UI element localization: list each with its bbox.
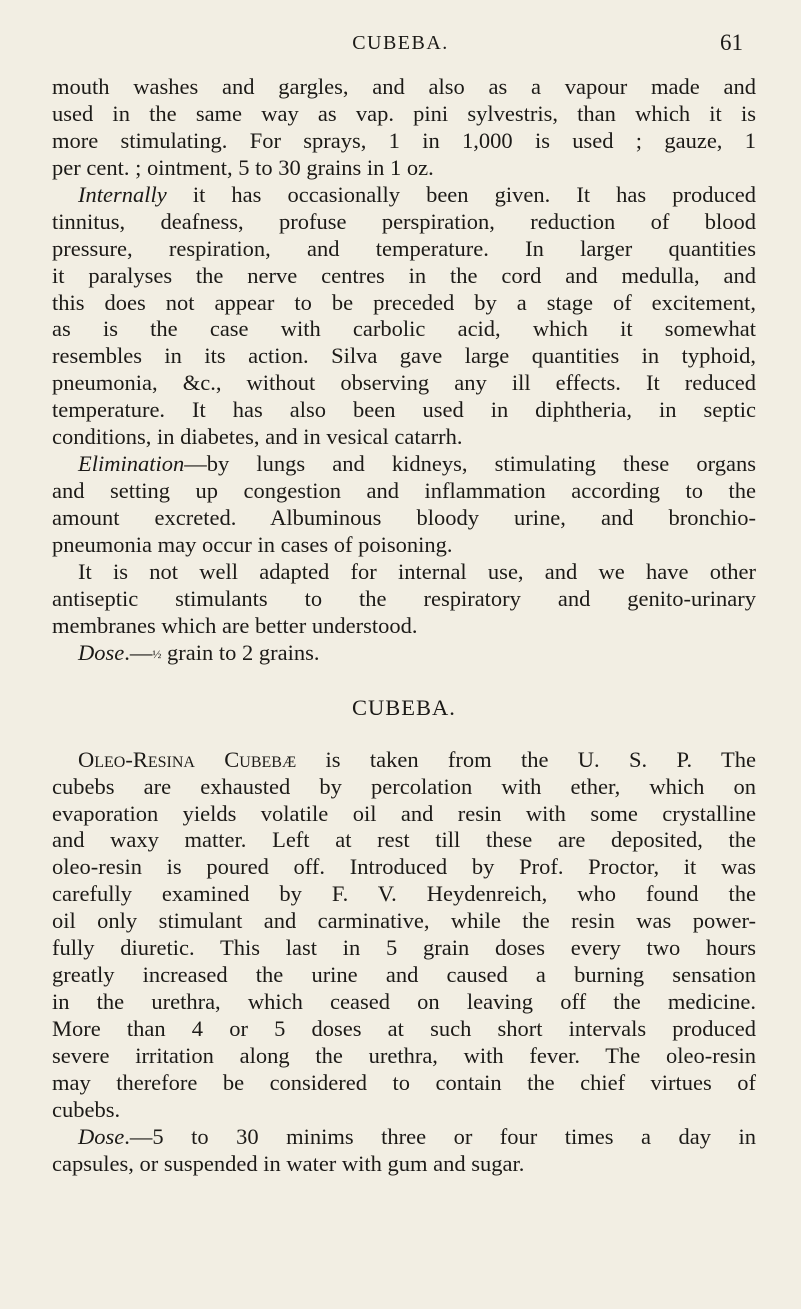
text-line: antiseptic stimulants to the respiratory and genito-urinary [52, 585, 756, 611]
dose2-term: Dose [78, 1123, 125, 1149]
elimination-text: —by lungs and kidneys, stimulating these organs [184, 451, 756, 477]
text-line-elimination [52, 451, 756, 478]
text-line: used in the same way as vap. pini sylvestris, than which it is [52, 100, 756, 126]
text-line: pressure, respiration, and temperature. In larger quantities [52, 235, 756, 261]
dose-text: grain to 2 grains. [161, 639, 320, 665]
text-line: tinnitus, deafness, profuse perspiration, reduction of blood [52, 208, 756, 234]
internally-text: it has occasionally been given. It has produced [166, 181, 756, 207]
internally-term: Internally [78, 181, 167, 207]
text-line: oil only stimulant and carminative, while the resin was power- [52, 908, 756, 934]
text-line-internally [52, 182, 756, 209]
text-line: per cent. ; ointment, 5 to 30 grains in 1 oz. [52, 154, 434, 180]
dose-dash: .— [124, 639, 153, 665]
running-head [0, 32, 801, 62]
section-heading: CUBEBA. [352, 694, 456, 720]
running-title: CUBEBA. [352, 32, 449, 54]
text-line: fully diuretic. This last in 5 grain doses every two hours [52, 935, 756, 961]
text-line: and setting up congestion and inflammation according to the [52, 478, 756, 504]
text-line: resembles in its action. Silva gave large quantities in typhoid, [52, 343, 756, 369]
text-line: pneumonia may occur in cases of poisoning. [52, 531, 453, 557]
text-line: amount excreted. Albuminous bloody urine, and bronchio- [52, 505, 756, 530]
text-line: temperature. It has also been used in diphtheria, in septic [52, 397, 756, 423]
text-line: cubebs are exhausted by percolation with ether, which on [52, 773, 756, 799]
dose2-text: .—5 to 30 minims three or four times a day in [124, 1123, 756, 1149]
text-line: and waxy matter. Left at rest till these are deposited, the [52, 827, 756, 853]
text-line: as is the case with carbolic acid, which it somewhat [52, 316, 756, 342]
text-line: pneumonia, &c., without observing any ill effects. It reduced [52, 370, 756, 396]
text-line: More than 4 or 5 doses at such short intervals produced [52, 1016, 756, 1041]
dose-fraction: ½ [152, 646, 162, 661]
text-line: It is not well adapted for internal use, and we have other [78, 558, 756, 584]
text-line-dose2 [52, 1124, 756, 1151]
elimination-term: Elimination [78, 451, 185, 477]
text-line: oleo-resin is poured off. Introduced by Prof. Proctor, it was [52, 854, 756, 880]
text-line: mouth washes and gargles, and also as a vapour made and [52, 74, 756, 99]
text-line: it paralyses the nerve centres in the cord and medulla, and [52, 262, 756, 288]
text-line: cubebs. [52, 1096, 121, 1122]
text-line-lead [52, 747, 756, 774]
text-line: this does not appear to be preceded by a stage of excitement, [52, 289, 756, 315]
text-line: evaporation yields volatile oil and resin with some crystalline [52, 800, 756, 826]
lead-term: Oleo-Resina Cubebæ [78, 746, 297, 772]
text-line: conditions, in diabetes, and in vesical catarrh. [52, 424, 463, 450]
body-text [52, 74, 756, 1178]
page-number: 61 [720, 30, 743, 55]
text-line: may therefore be considered to contain the chief virtues of [52, 1069, 756, 1095]
text-line: membranes which are better understood. [52, 612, 418, 638]
text-line: carefully examined by F. V. Heydenreich, who found the [52, 881, 756, 907]
text-line: severe irritation along the urethra, with fever. The oleo-resin [52, 1042, 756, 1068]
text-line-dose [52, 640, 756, 667]
lead-text: is taken from the U. S. P. The [296, 746, 757, 772]
text-line: in the urethra, which ceased on leaving off the medicine. [52, 989, 756, 1015]
text-line: more stimulating. For sprays, 1 in 1,000 is used ; gauze, 1 [52, 127, 756, 153]
dose-term: Dose [78, 639, 125, 665]
text-line: capsules, or suspended in water with gum and sugar. [52, 1150, 525, 1176]
text-line: greatly increased the urine and caused a burning sensation [52, 962, 756, 988]
